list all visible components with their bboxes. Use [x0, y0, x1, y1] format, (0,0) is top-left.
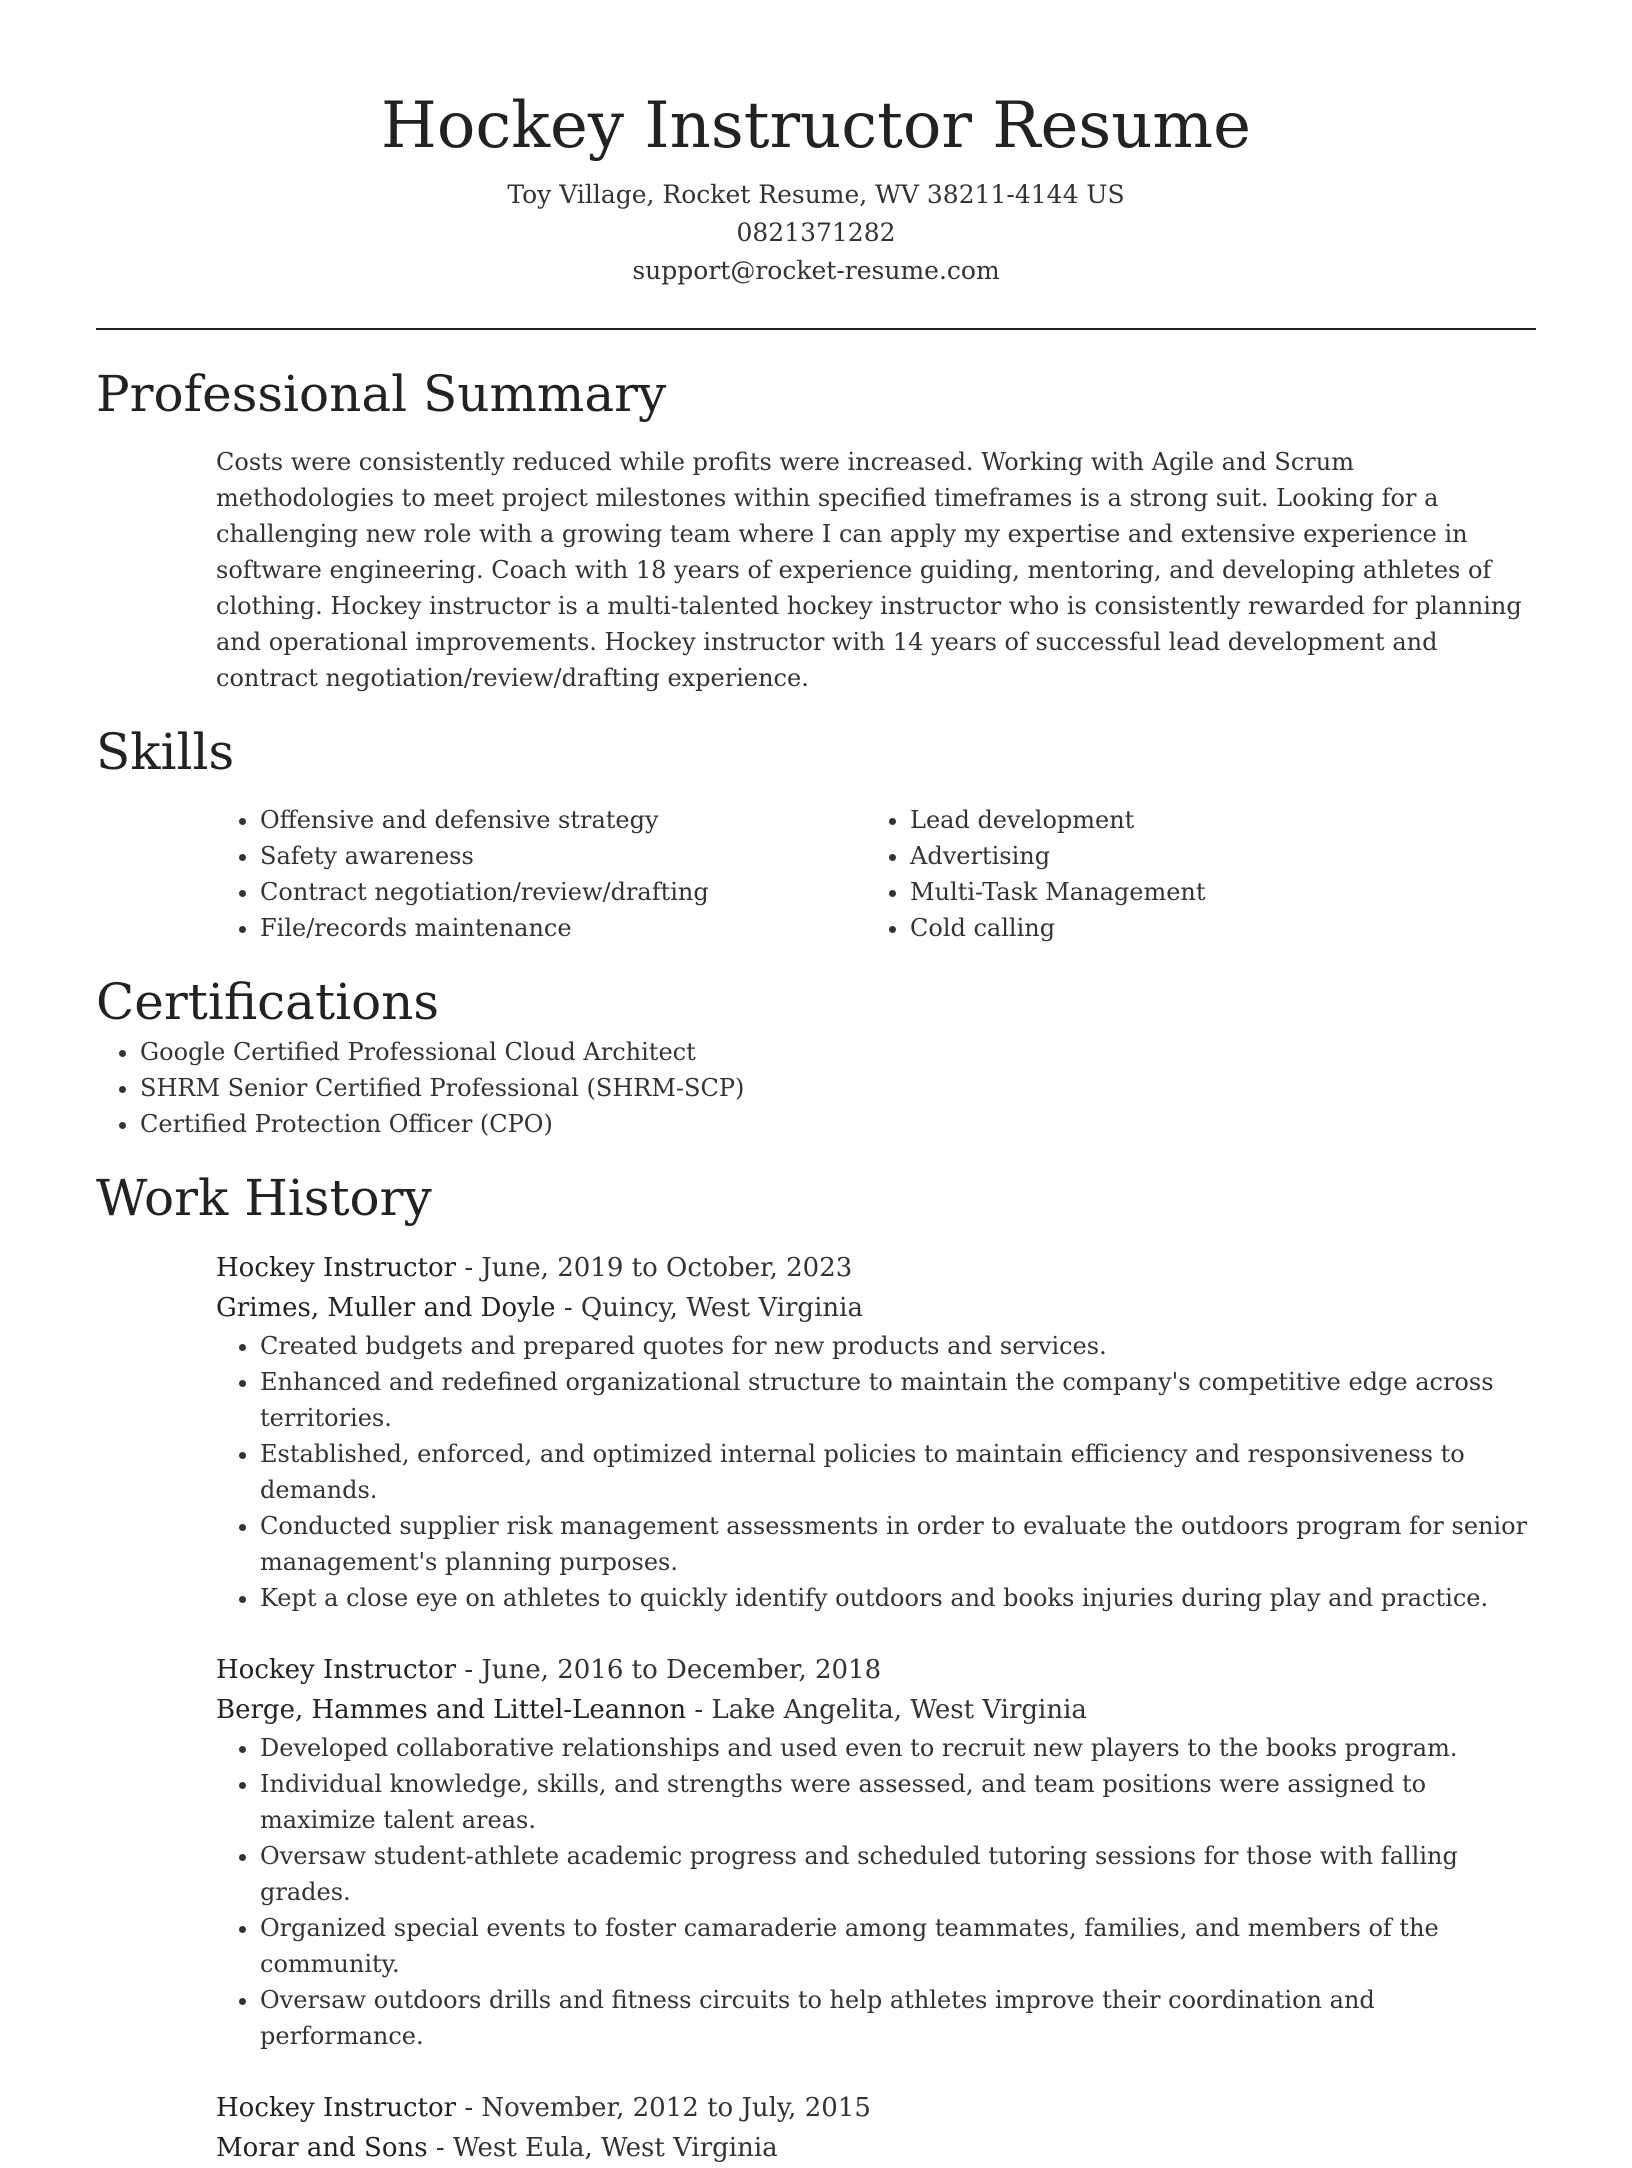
job-entry [216, 2088, 1536, 2168]
skills-list-left [216, 802, 866, 946]
job-bullet: • Organized special events to foster camaraderie among teammates, families, and members of the community. [260, 1910, 1536, 1982]
section-certifications [96, 970, 1536, 1142]
section-professional-summary [96, 362, 1536, 696]
job-bullets [216, 1730, 1536, 2054]
job-company-line [216, 1690, 1536, 1730]
job-bullet: • Individual knowledge, skills, and strengths were assessed, and team positions were assigned to maximize talent areas. [260, 1766, 1536, 1838]
contact-email: support@rocket-resume.com [632, 256, 1000, 285]
header-divider [96, 328, 1536, 330]
job-bullet: • Established, enforced, and optimized internal policies to maintain efficiency and responsiveness to demands. [260, 1436, 1536, 1508]
section-heading-summary: Professional Summary [96, 365, 667, 423]
certification-item: • Google Certified Professional Cloud Architect [140, 1034, 1536, 1070]
job-title: Hockey Instructor [216, 1655, 457, 1685]
job-bullet: • Created budgets and prepared quotes for new products and services. [260, 1328, 1536, 1364]
resume-header [96, 0, 1536, 290]
job-title: Hockey Instructor [216, 2093, 457, 2123]
job-location: - West Eula, West Virginia [427, 2133, 778, 2163]
job-entry [216, 1248, 1536, 1616]
section-heading-skills: Skills [96, 723, 235, 781]
skills-list-right [866, 802, 1516, 946]
job-company-line [216, 2128, 1536, 2168]
job-bullet: • Oversaw student-athlete academic progress and scheduled tutoring sessions for those with falling grades. [260, 1838, 1536, 1910]
section-heading-certifications: Certifications [96, 973, 440, 1031]
section-work-history [96, 1166, 1536, 2168]
summary-text: Costs were consistently reduced while profits were increased. Working with Agile and Scrum methodologies to meet project milestones within specified timeframes is a strong suit. Looking for a challenging new role with a growing team where I can apply my expertise and extensive experience in software engineering. Coach with 18 years of experience guiding, mentoring, and developing athletes of clothing. Hockey instructor is a multi-talented hockey instructor who is consistently rewarded for planning and operational improvements. Hockey instructor with 14 years of successful lead development and contract negotiation/review/drafting experience. [216, 448, 1522, 692]
job-bullet: • Kept a close eye on athletes to quickly identify outdoors and books injuries during play and practice. [260, 1580, 1536, 1616]
section-heading-work-history: Work History [96, 1169, 432, 1227]
contact-info [96, 176, 1536, 290]
skill-item: • Contract negotiation/review/drafting [260, 874, 866, 910]
job-bullet: • Oversaw outdoors drills and fitness circuits to help athletes improve their coordination and performance. [260, 1982, 1536, 2054]
job-title-line [216, 1248, 1536, 1288]
job-location: - Quincy, West Virginia [555, 1293, 863, 1323]
skills-columns [216, 802, 1536, 946]
skill-item: • Advertising [910, 838, 1516, 874]
certification-item: • Certified Protection Officer (CPO) [140, 1106, 1536, 1142]
job-bullet: • Conducted supplier risk management assessments in order to evaluate the outdoors program for senior management's planning purposes. [260, 1508, 1536, 1580]
job-dates: - June, 2016 to December, 2018 [456, 1655, 882, 1685]
page-title: Hockey Instructor Resume [381, 89, 1251, 163]
job-company: Berge, Hammes and Littel-Leannon [216, 1695, 687, 1725]
section-skills [96, 720, 1536, 946]
skill-item: • Safety awareness [260, 838, 866, 874]
job-title-line [216, 2088, 1536, 2128]
skills-column-left [216, 802, 866, 946]
job-company: Morar and Sons [216, 2133, 428, 2163]
skill-item: • Offensive and defensive strategy [260, 802, 866, 838]
job-location: - Lake Angelita, West Virginia [686, 1695, 1087, 1725]
skill-item: • File/records maintenance [260, 910, 866, 946]
certification-item: • SHRM Senior Certified Professional (SHRM-SCP) [140, 1070, 1536, 1106]
skill-item: • Multi-Task Management [910, 874, 1516, 910]
skill-item: • Cold calling [910, 910, 1516, 946]
job-bullet: • Enhanced and redefined organizational structure to maintain the company's competitive edge across territories. [260, 1364, 1536, 1436]
skills-column-right [866, 802, 1516, 946]
job-company-line [216, 1288, 1536, 1328]
skill-item: • Lead development [910, 802, 1516, 838]
job-bullet: • Developed collaborative relationships and used even to recruit new players to the books program. [260, 1730, 1536, 1766]
contact-phone: 0821371282 [736, 218, 896, 247]
job-dates: - November, 2012 to July, 2015 [456, 2093, 871, 2123]
job-title: Hockey Instructor [216, 1253, 457, 1283]
job-title-line [216, 1650, 1536, 1690]
job-bullets [216, 1328, 1536, 1616]
job-entry [216, 1650, 1536, 2054]
certifications-list [96, 1034, 1536, 1142]
contact-address: Toy Village, Rocket Resume, WV 38211-4144 US [507, 180, 1125, 209]
job-dates: - June, 2019 to October, 2023 [456, 1253, 853, 1283]
job-company: Grimes, Muller and Doyle [216, 1293, 556, 1323]
